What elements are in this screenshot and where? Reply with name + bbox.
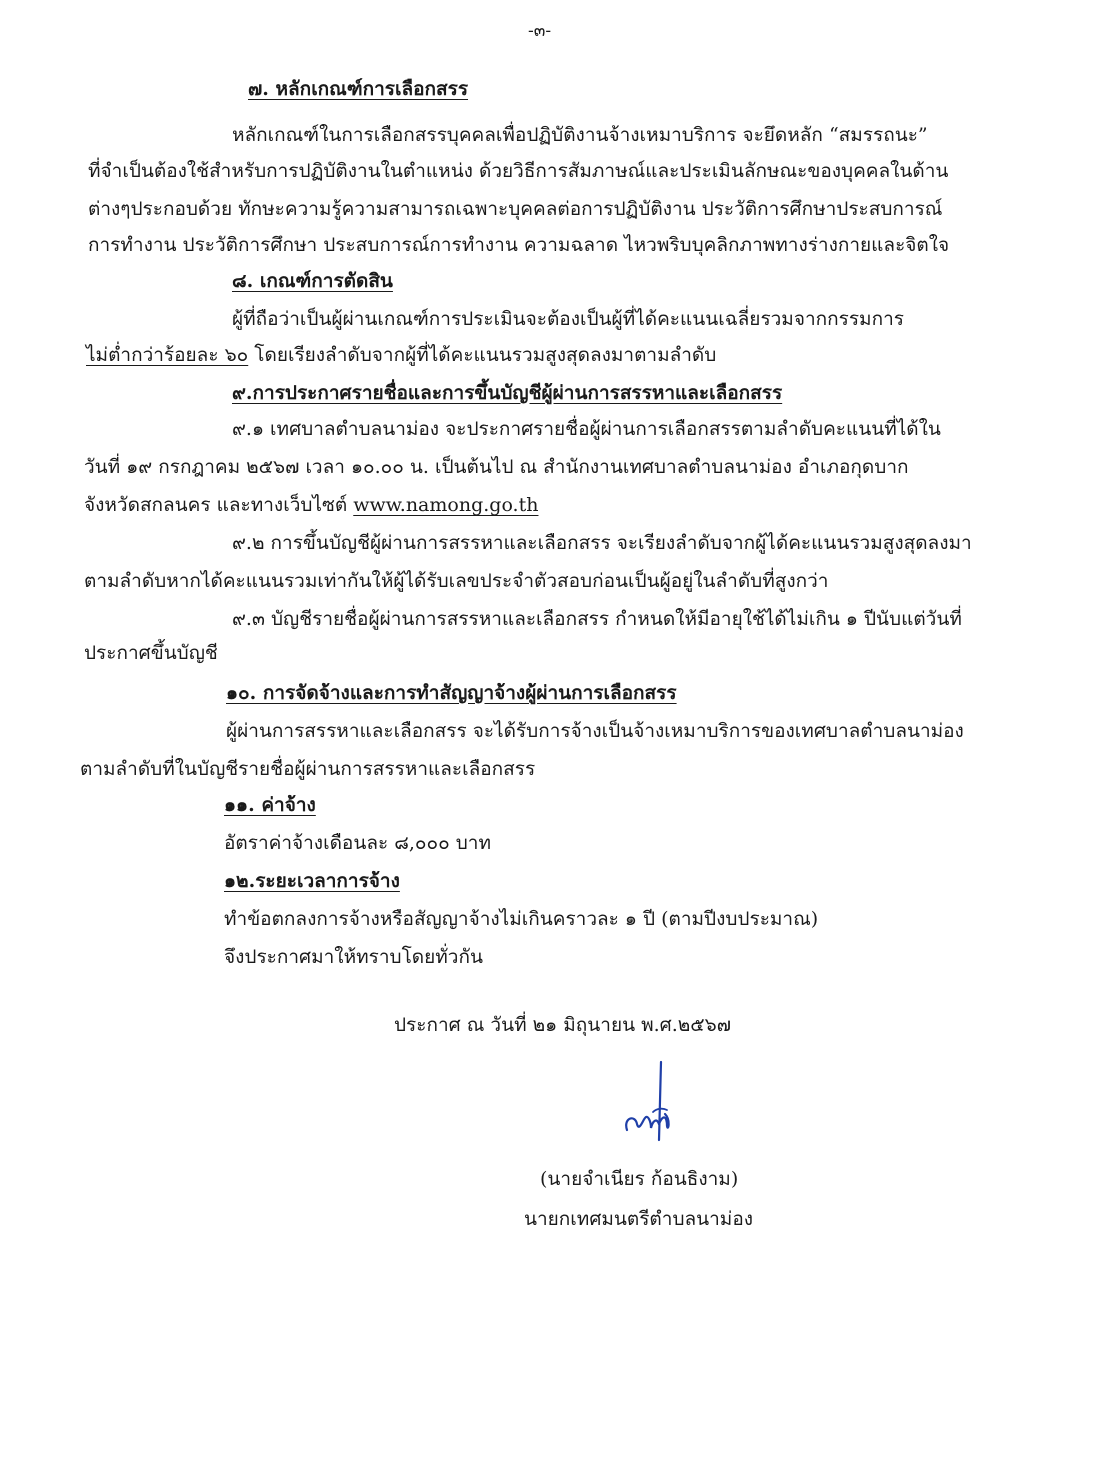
closing-statement: จึงประกาศมาให้ทราบโดยทั่วกัน bbox=[224, 946, 483, 968]
passing-threshold: ไม่ต่ำกว่าร้อยละ ๖๐ bbox=[86, 344, 249, 366]
section10-line-1: ผู้ผ่านการสรรหาและเลือกสรร จะได้รับการจ้างเป็นจ้างเหมาบริการของเทศบาลตำบลนาม่อง bbox=[226, 720, 964, 742]
section8-heading: ๘. เกณฑ์การตัดสิน bbox=[232, 270, 393, 292]
section8-line-2 bbox=[86, 342, 716, 368]
website-link[interactable]: www.namong.go.th bbox=[353, 494, 539, 516]
signature-mark bbox=[615, 1058, 695, 1148]
section7-heading: ๗. หลักเกณฑ์การเลือกสรร bbox=[248, 78, 469, 100]
section7-line-1: หลักเกณฑ์ในการเลือกสรรบุคคลเพื่อปฏิบัติงานจ้างเหมาบริการ จะยึดหลัก “สมรรถนะ” bbox=[232, 124, 928, 146]
section9-p1-line-2: วันที่ ๑๙ กรกฎาคม ๒๕๖๗ เวลา ๑๐.๐๐ น. เป็นต้นไป ณ สำนักงานเทศบาลตำบลนาม่อง อำเภอกุดบาก bbox=[84, 456, 909, 478]
section9-p1-line-3 bbox=[84, 492, 538, 518]
signer-title: นายกเทศมนตรีตำบลนาม่อง bbox=[524, 1208, 754, 1230]
section9-p2-line-2: ตามลำดับหากได้คะแนนรวมเท่ากันให้ผู้ได้รับเลขประจำตัวสอบก่อนเป็นผู้อยู่ในลำดับที่สูงกว่า bbox=[84, 570, 829, 592]
section9-heading: ๙.การประกาศรายชื่อและการขึ้นบัญชีผู้ผ่านการสรรหาและเลือกสรร bbox=[232, 382, 783, 404]
section9-p1-line-3-prefix: จังหวัดสกลนคร และทางเว็บไซต์ bbox=[84, 494, 354, 516]
section9-p3-line-1: ๙.๓ บัญชีรายชื่อผู้ผ่านการสรรหาและเลือกสรร กำหนดให้มีอายุใช้ได้ไม่เกิน ๑ ปีนับแต่วันที่ bbox=[232, 608, 962, 630]
section12-heading: ๑๒.ระยะเวลาการจ้าง bbox=[224, 870, 400, 892]
section8-line-2-rest: โดยเรียงลำดับจากผู้ที่ได้คะแนนรวมสูงสุดลงมาตามลำดับ bbox=[248, 344, 717, 366]
wage-rate: อัตราค่าจ้างเดือนละ ๘,๐๐๐ บาท bbox=[224, 832, 491, 854]
section11-heading: ๑๑. ค่าจ้าง bbox=[224, 794, 316, 816]
contract-term: ทำข้อตกลงการจ้างหรือสัญญาจ้างไม่เกินคราวละ ๑ ปี (ตามปีงบประมาณ) bbox=[224, 908, 819, 930]
section7-line-2: ที่จำเป็นต้องใช้สำหรับการปฏิบัติงานในตำแหน่ง ด้วยวิธีการสัมภาษณ์และประเมินลักษณะของบุคคลในด้าน bbox=[88, 160, 949, 182]
page-number: -๓- bbox=[528, 21, 552, 41]
section9-p3-line-2: ประกาศขึ้นบัญชี bbox=[84, 642, 218, 664]
section8-line-1: ผู้ที่ถือว่าเป็นผู้ผ่านเกณฑ์การประเมินจะต้องเป็นผู้ที่ได้คะแนนเฉลี่ยรวมจากกรรมการ bbox=[232, 308, 904, 330]
section10-heading: ๑๐. การจัดจ้างและการทำสัญญาจ้างผู้ผ่านการเลือกสรร bbox=[226, 682, 677, 704]
announcement-date: ประกาศ ณ วันที่ ๒๑ มิถุนายน พ.ศ.๒๕๖๗ bbox=[394, 1014, 732, 1036]
section7-line-3: ต่างๆประกอบด้วย ทักษะความรู้ความสามารถเฉพาะบุคคลต่อการปฏิบัติงาน ประวัติการศึกษาประสบการณ์ bbox=[88, 198, 943, 220]
section9-p2-line-1: ๙.๒ การขึ้นบัญชีผู้ผ่านการสรรหาและเลือกสรร จะเรียงลำดับจากผู้ได้คะแนนรวมสูงสุดลงมา bbox=[232, 532, 972, 554]
signer-name: (นายจำเนียร ก้อนธิงาม) bbox=[540, 1168, 739, 1190]
section10-line-2: ตามลำดับที่ในบัญชีรายชื่อผู้ผ่านการสรรหาและเลือกสรร bbox=[80, 758, 536, 780]
section9-p1-line-1: ๙.๑ เทศบาลตำบลนาม่อง จะประกาศรายชื่อผู้ผ่านการเลือกสรรตามลำดับคะแนนที่ได้ใน bbox=[232, 418, 941, 440]
section7-line-4: การทำงาน ประวัติการศึกษา ประสบการณ์การทำงาน ความฉลาด ไหวพริบบุคลิกภาพทางร่างกายและจิตใจ bbox=[88, 234, 950, 256]
